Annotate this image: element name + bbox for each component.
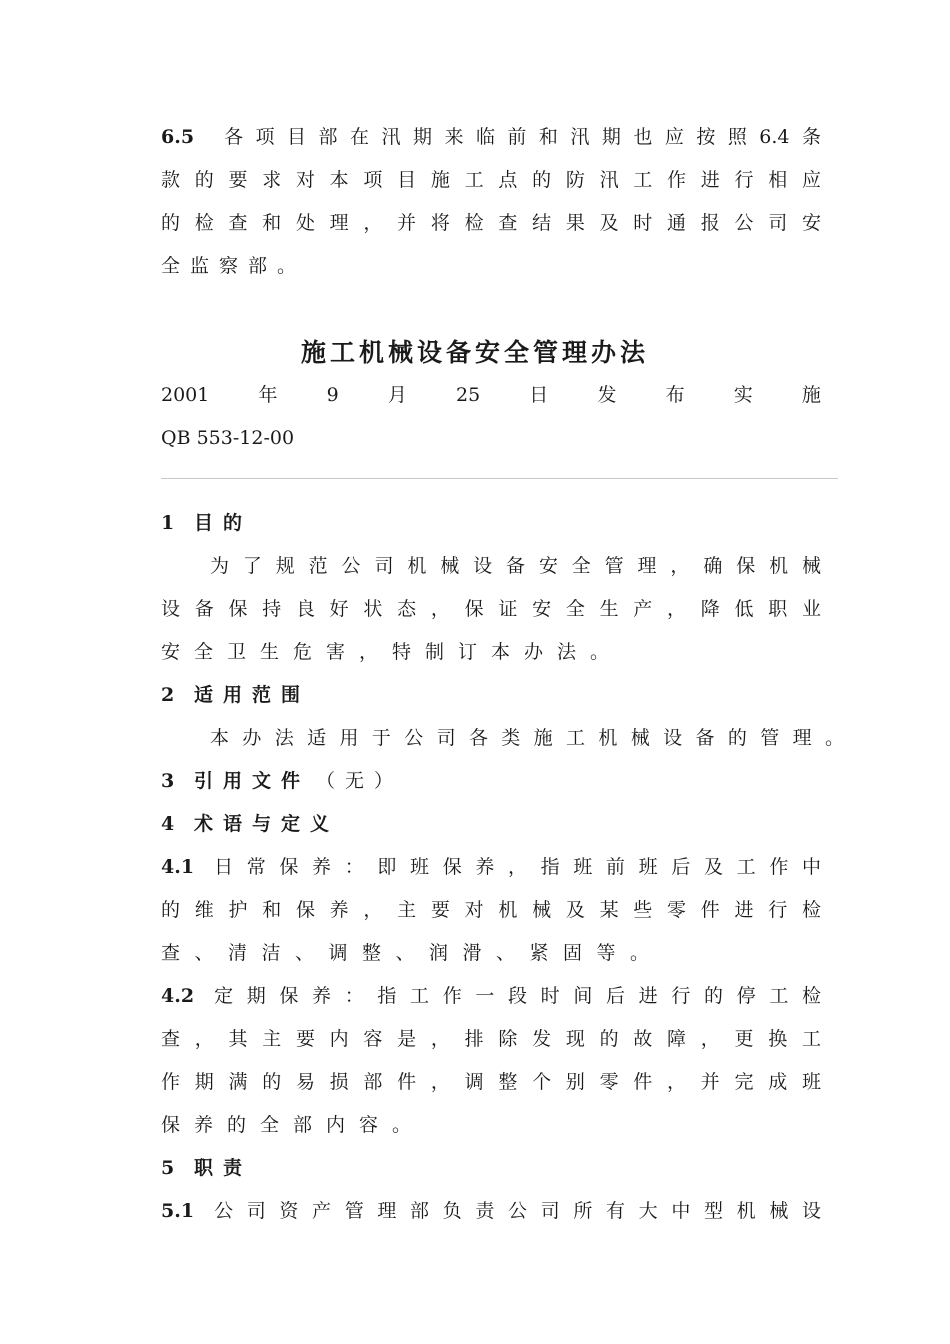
section-title: 目的: [194, 512, 253, 534]
document-code: QB 553-12-00: [161, 427, 295, 449]
release-month: 9: [326, 384, 339, 406]
section-2-heading: [161, 683, 310, 707]
clause-4-1-line-3: 查、清洁、调整、润滑、紧固等。: [161, 942, 664, 964]
section-title: 职责: [194, 1157, 253, 1179]
release-word-3: 实: [733, 384, 753, 406]
horizontal-divider: [161, 478, 838, 479]
para-6-5-line-3: 的检查和处理，并将检查结果及时通报公司安: [161, 212, 821, 234]
section-title: 引用文件: [194, 770, 311, 792]
section-1-heading: [161, 511, 252, 535]
release-line: [161, 383, 821, 407]
clause-number: 5.1: [161, 1200, 195, 1222]
release-day: 25: [455, 384, 481, 406]
clause-number: 6.5: [161, 126, 195, 148]
clause-number: 4.2: [161, 985, 195, 1007]
section-1-body-line-2: 设备保持良好状态，保证安全生产，降低职业: [161, 598, 821, 620]
section-3-heading: [161, 769, 403, 793]
clause-4-1-line-2: 的维护和保养，主要对机械及某些零件进行检: [161, 899, 821, 921]
release-year-unit: 年: [258, 384, 278, 406]
clause-5-1-line-1: [161, 1199, 821, 1223]
clause-4-2-line-3: 作期满的易损部件，调整个别零件，并完成班: [161, 1071, 821, 1093]
section-number: 2: [161, 684, 175, 706]
section-title: 适用范围: [194, 684, 311, 706]
para-6-5-line-4: 全监察部。: [161, 255, 307, 277]
section-title: 术语与定义: [194, 813, 340, 835]
section-2-body: 本办法适用于公司各类施工机械设备的管理。: [210, 727, 844, 749]
para-6-5-line-1: [161, 125, 821, 149]
section-number: 5: [161, 1157, 175, 1179]
para-text: 各项目部在汛期来临前和汛期也应按照6.4条: [224, 126, 821, 148]
section-4-heading: [161, 812, 339, 836]
clause-text: 定期保养：指工作一段时间后进行的停工检: [214, 985, 821, 1007]
clause-text: 公司资产管理部负责公司所有大中型机械设: [214, 1200, 821, 1222]
clause-4-2-line-4: 保养的全部内容。: [161, 1114, 426, 1136]
section-number: 4: [161, 813, 175, 835]
section-1-body-line-3: 安全卫生危害，特制订本办法。: [161, 641, 624, 663]
release-word-4: 施: [801, 384, 821, 406]
clause-number: 4.1: [161, 856, 195, 878]
section-number: 1: [161, 512, 175, 534]
release-word-1: 发: [597, 384, 617, 406]
release-year: 2001: [161, 384, 210, 406]
release-day-unit: 日: [529, 384, 549, 406]
release-word-2: 布: [665, 384, 685, 406]
para-6-5-line-2: 款的要求对本项目施工点的防汛工作进行相应: [161, 169, 821, 191]
document-title: 施工机械设备安全管理办法: [300, 338, 649, 367]
section-5-heading: [161, 1156, 252, 1180]
section-1-body-line-1: 为了规范公司机械设备安全管理，确保机械: [210, 555, 821, 577]
clause-4-1-line-1: [161, 855, 821, 879]
section-number: 3: [161, 770, 175, 792]
clause-text: 日常保养：即班保养，指班前班后及工作中: [214, 856, 821, 878]
clause-4-2-line-2: 查，其主要内容是，排除发现的故障，更换工: [161, 1028, 821, 1050]
clause-4-2-line-1: [161, 984, 821, 1008]
section-note: （无）: [316, 770, 404, 792]
release-month-unit: 月: [387, 384, 407, 406]
